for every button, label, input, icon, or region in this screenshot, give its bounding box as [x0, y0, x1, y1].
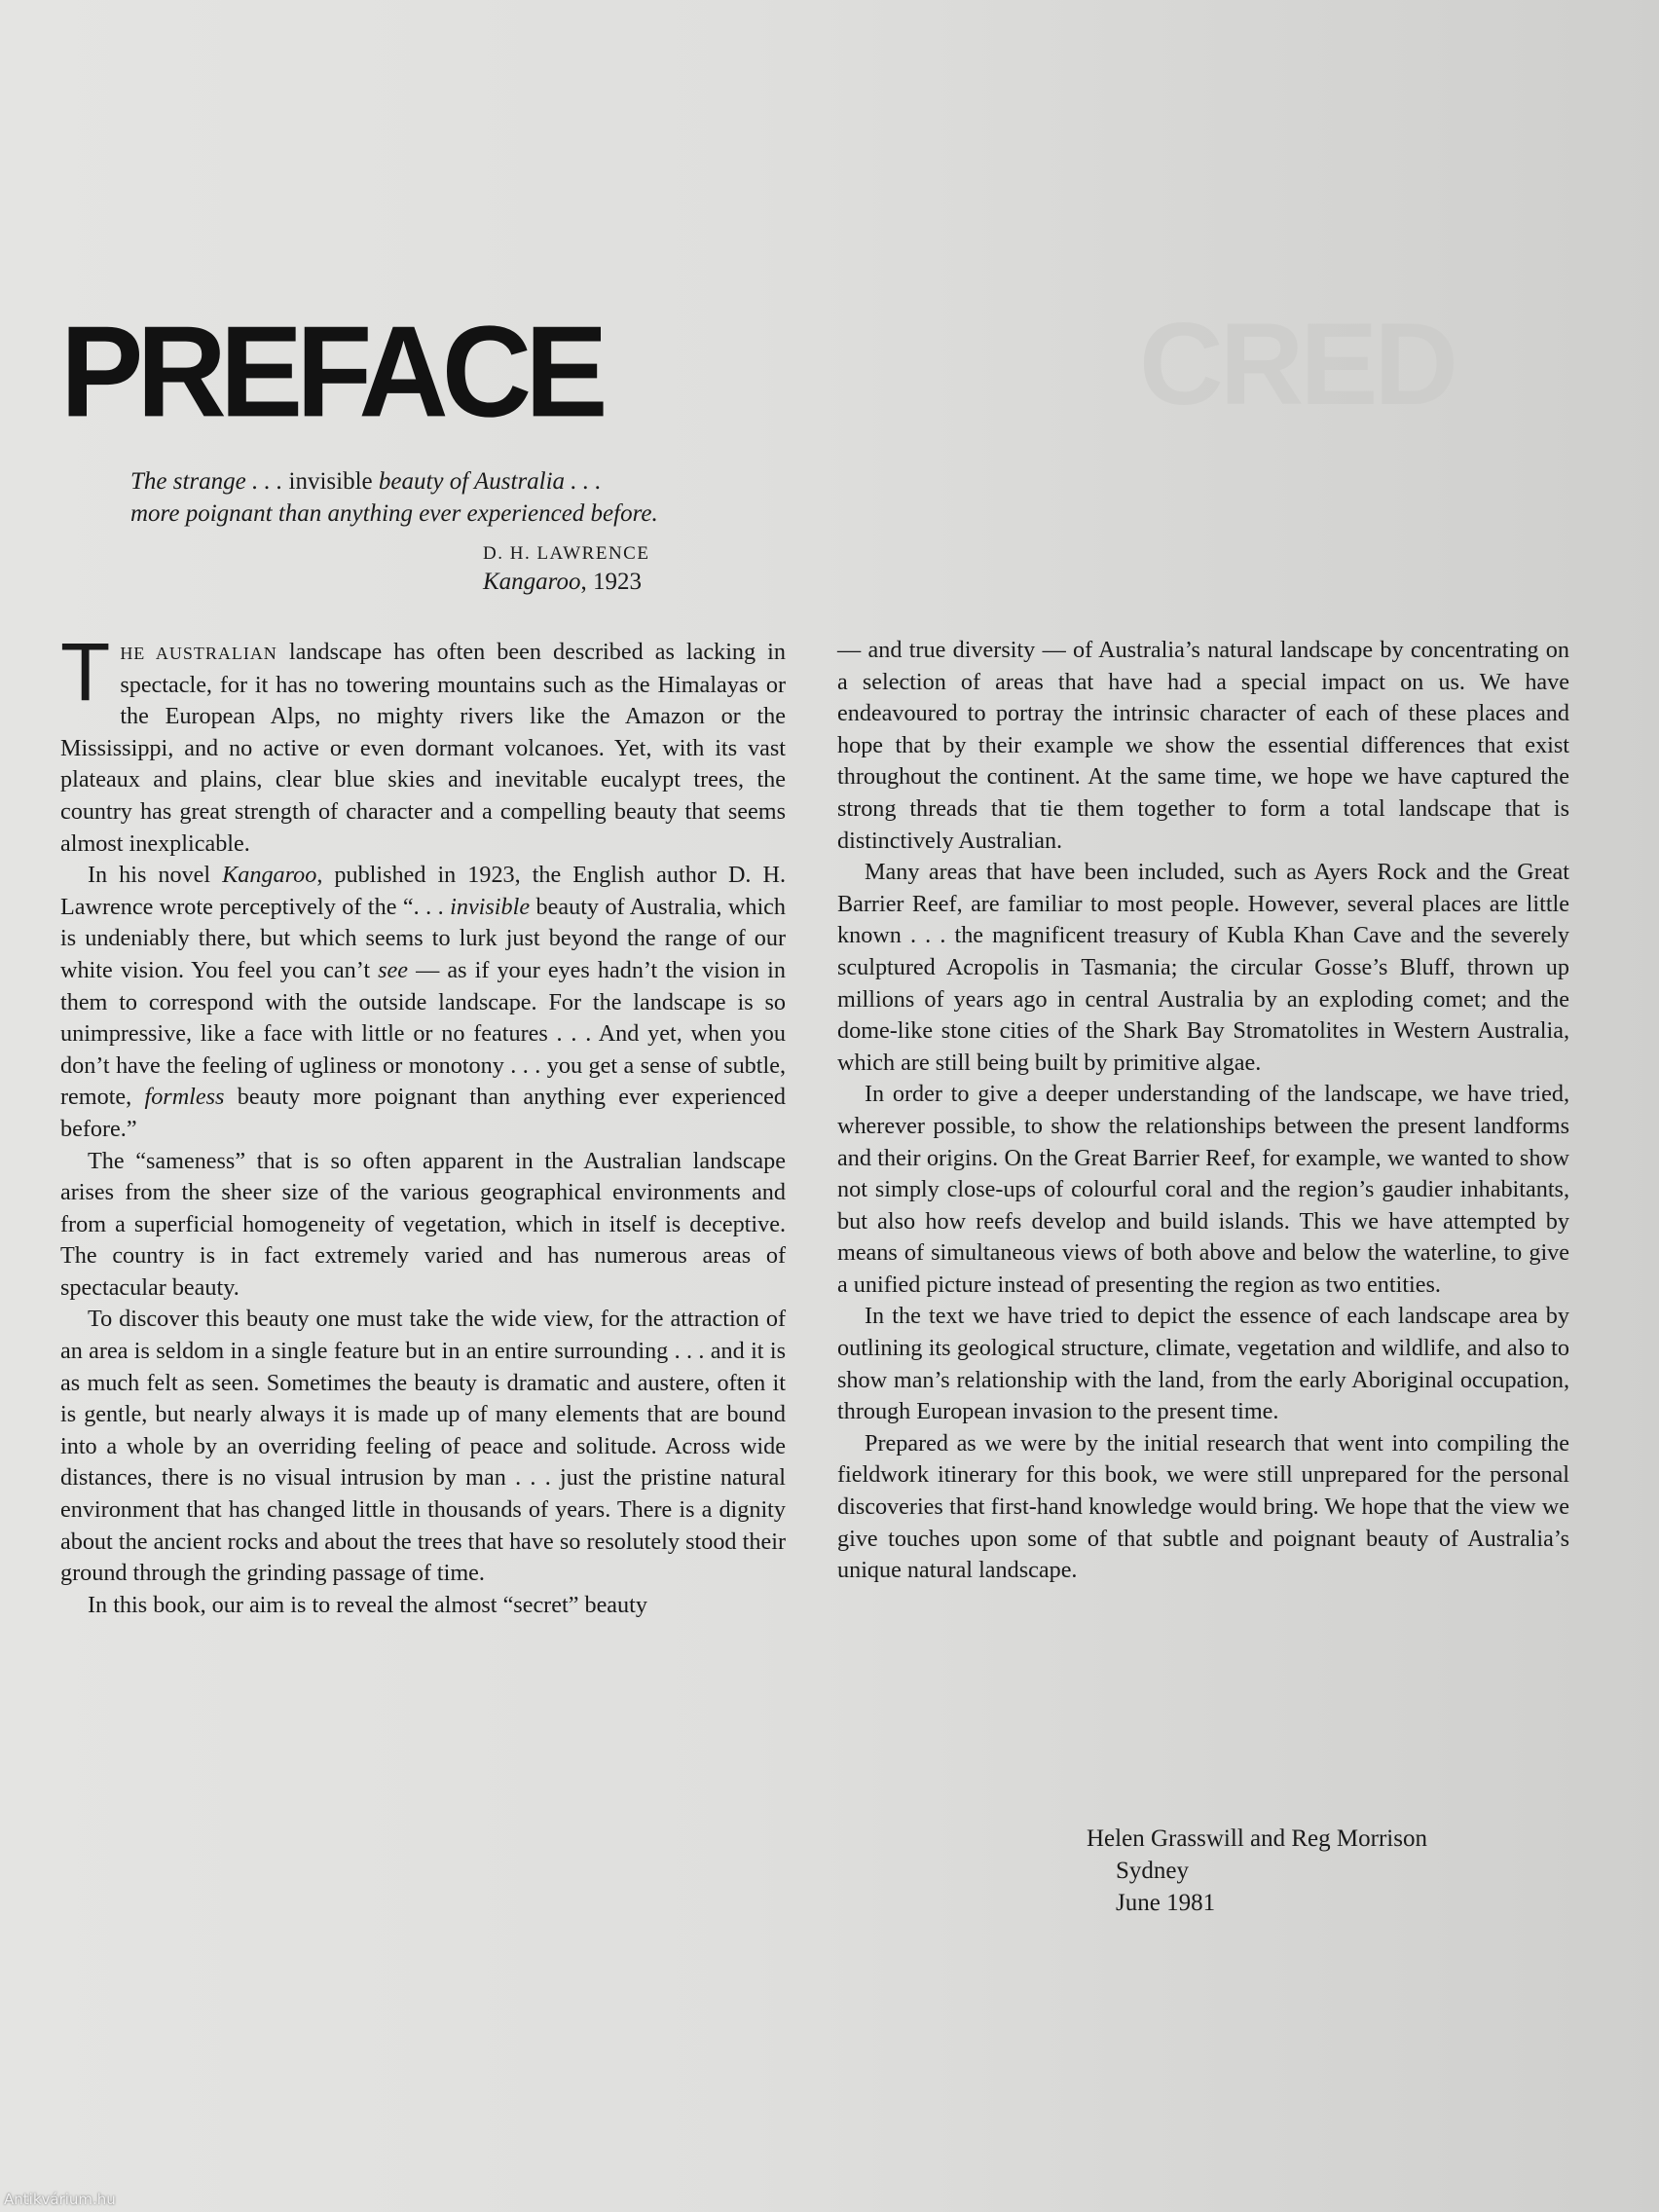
- epigraph-part-c: beauty of Australia . . .: [378, 468, 602, 495]
- epigraph-line-2: more poignant than anything ever experienced before.: [130, 500, 658, 527]
- paragraph-1: [60, 626, 786, 860]
- paragraph-5: In this book, our aim is to reveal the almost “secret” beauty: [88, 1591, 647, 1618]
- paragraph-2: [60, 860, 786, 1145]
- emphasis-see: see: [378, 956, 409, 983]
- paragraph-2-text-b: , published in 1923, the English author D. H. Lawrence wrote perceptively of the “. . .: [60, 862, 786, 920]
- paragraph-8: In the text we have tried to depict the essence of each landscape area by outlining its geological structure, climate, vegetation and wildlife, and also to show man’s relationship with the land, from the early Aboriginal occupation, through European invasion to the present time.: [837, 1303, 1569, 1425]
- signature-authors: Helen Grasswill and Reg Morrison: [1087, 1825, 1427, 1852]
- paragraph-9: Prepared as we were by the initial research that went into compiling the fieldwork itinerary for this book, we were still unprepared for the personal discoveries that first-hand knowledge would bring. We hope that the view we give touches upon some of that subtle and poignant beauty of Australia’s unique natural landscape.: [837, 1429, 1569, 1584]
- paragraph-7: In order to give a deeper understanding of the landscape, we have tried, wherever possible, to show the relationships between the present landforms and their origins. On the Great Barrier Reef, for example, we wanted to show not simply close-ups of colourful coral and the region’s gaudier inhabitants, but also how reefs develop and build islands. This we have attempted by means of simultaneous views of both above and below the waterline, to give a unified picture instead of presenting the region as two entities.: [837, 1081, 1569, 1298]
- paragraph-1-text: landscape has often been described as lacking in spectacle, for it has no towering mountains such as the Himalayas or the European Alps, no mighty rivers like the Amazon or the Mississippi, and no active or even dormant volcanoes. Yet, with its vast plateaux and plains, clear blue skies and inevitable eucalypt trees, the country has great strength of character and a compelling beauty that seems almost inexplicable.: [60, 639, 786, 857]
- paragraph-5-continued: — and true diversity — of Australia’s natural landscape by concentrating on a selection of areas that have had a special impact on us. We have endeavoured to portray the intrinsic character of each of these places and hope that by their example we show the essential differences that exist throughout the continent. At the same time, we hope we have captured the strong threads that tie them together to form a total landscape that is distinctively Australian.: [837, 637, 1569, 854]
- epigraph-source: [483, 569, 642, 596]
- show-through-text: CRED: [1139, 299, 1456, 429]
- book-title-kangaroo: Kangaroo: [222, 862, 317, 889]
- drop-cap: T: [60, 626, 111, 718]
- signature-block: [1087, 1823, 1427, 1919]
- paragraph-2-text-d: — as if your eyes hadn’t the vision in them to correspond with the outside landscape. For the landscape is so unimpressive, like a face with little or no features . . . And yet, when you don’t have the feeling of ugliness or monotony . . . you get a sense of subtle, remote,: [60, 956, 786, 1111]
- paragraph-3: The “sameness” that is so often apparent in the Australian landscape arises from the sheer size of the various geographical environments and from a superficial homogeneity of vegetation, which in itself is deceptive. The country is in fact extremely varied and has numerous areas of spectacular beauty.: [60, 1147, 786, 1301]
- paragraph-2-text-c: beauty of Australia, which is undeniably there, but which seems to lurk just beyond the range of our white vision. You feel you can’t: [60, 893, 786, 983]
- epigraph-work-title: Kangaroo: [483, 569, 581, 595]
- epigraph-author: D. H. LAWRENCE: [483, 543, 650, 564]
- signature-date: June 1981: [1116, 1890, 1216, 1916]
- paragraph-2-text-e: beauty more poignant than anything ever experienced before.”: [60, 1084, 786, 1142]
- epigraph-part-a: The strange . . .: [130, 468, 283, 495]
- signature-place: Sydney: [1116, 1858, 1189, 1884]
- epigraph-part-b: invisible: [282, 468, 379, 495]
- epigraph: [130, 465, 831, 530]
- paragraph-2-text-a: In his novel: [88, 862, 223, 889]
- paragraph-4: To discover this beauty one must take the wide view, for the attraction of an area is seldom in a single feature but in an entire surrounding . . . and it is as much felt as seen. Sometimes the beauty is dramatic and austere, often it is gentle, but nearly always it is made up of many elements that are bound into a whole by an overriding feeling of peace and solitude. Across wide distances, there is no visual intrusion by man . . . just the pristine natural environment that has changed little in thousands of years. There is a dignity about the ancient rocks and about the trees that have so resolutely stood their ground through the grinding passage of time.: [60, 1306, 786, 1587]
- emphasis-invisible: invisible: [450, 893, 531, 920]
- right-column: [837, 635, 1569, 1587]
- epigraph-year: , 1923: [580, 569, 642, 595]
- emphasis-formless: formless: [144, 1084, 225, 1111]
- page-title: PREFACE: [60, 299, 602, 445]
- left-column: [60, 626, 786, 1621]
- lead-in-smallcaps: HE AUSTRALIAN: [120, 644, 277, 663]
- epigraph-line-1: [130, 465, 831, 498]
- paragraph-6: Many areas that have been included, such as Ayers Rock and the Great Barrier Reef, are familiar to most people. However, several places are little known . . . the magnificent treasury of Kubla Khan Cave and the severely sculptured Acropolis in Tasmania; the circular Gosse’s Bluff, thrown up millions of years ago in central Australia by an exploding comet; and the dome-like stone cities of the Shark Bay Stromatolites in Western Australia, which are still being built by primitive algae.: [837, 859, 1569, 1076]
- watermark: Antikvárium.hu: [4, 2191, 116, 2208]
